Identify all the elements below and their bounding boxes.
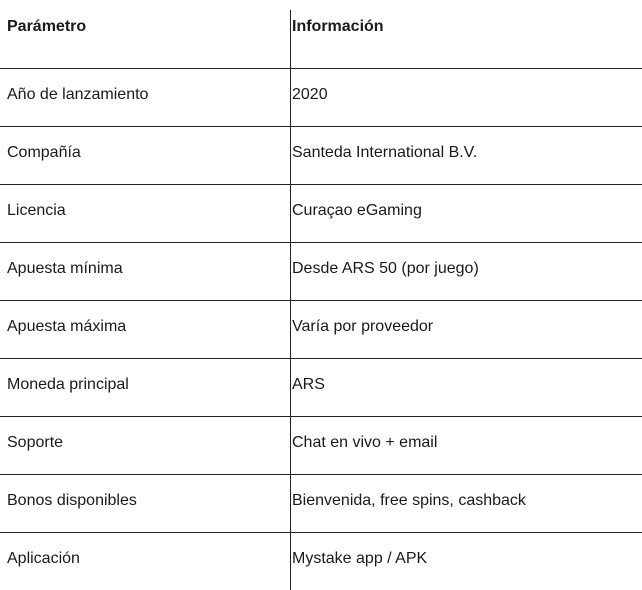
row-value: Chat en vivo + email: [292, 433, 438, 451]
row-label: Aplicación: [7, 549, 80, 567]
row-value: 2020: [292, 85, 328, 103]
row-label: Licencia: [7, 201, 66, 219]
row-value: Bienvenida, free spins, cashback: [292, 491, 526, 509]
table-row: [0, 416, 642, 474]
table-row: [0, 532, 642, 590]
row-label: Moneda principal: [7, 375, 129, 393]
row-label: Bonos disponibles: [7, 491, 137, 509]
row-value: ARS: [292, 375, 325, 393]
table-row: [0, 300, 642, 358]
table-row: [0, 126, 642, 184]
row-label: Soporte: [7, 433, 64, 451]
row-label: Compañía: [7, 143, 81, 161]
header-informacion: Información: [292, 18, 384, 35]
row-label: Apuesta máxima: [7, 317, 127, 335]
table-row: [0, 474, 642, 532]
table-row: [0, 68, 642, 126]
row-label: Año de lanzamiento: [7, 85, 149, 103]
row-value: Santeda International B.V.: [292, 143, 478, 161]
row-label: Apuesta mínima: [7, 259, 123, 277]
table-row: [0, 358, 642, 416]
row-value: Desde ARS 50 (por juego): [292, 259, 479, 277]
row-value: Curaçao eGaming: [292, 201, 422, 219]
table-row: [0, 242, 642, 300]
row-value: Mystake app / APK: [292, 549, 428, 567]
table-header-row: [0, 0, 642, 68]
table-row: [0, 184, 642, 242]
column-divider: [290, 10, 291, 590]
row-value: Varía por proveedor: [292, 317, 434, 335]
header-parametro: Parámetro: [7, 18, 87, 35]
